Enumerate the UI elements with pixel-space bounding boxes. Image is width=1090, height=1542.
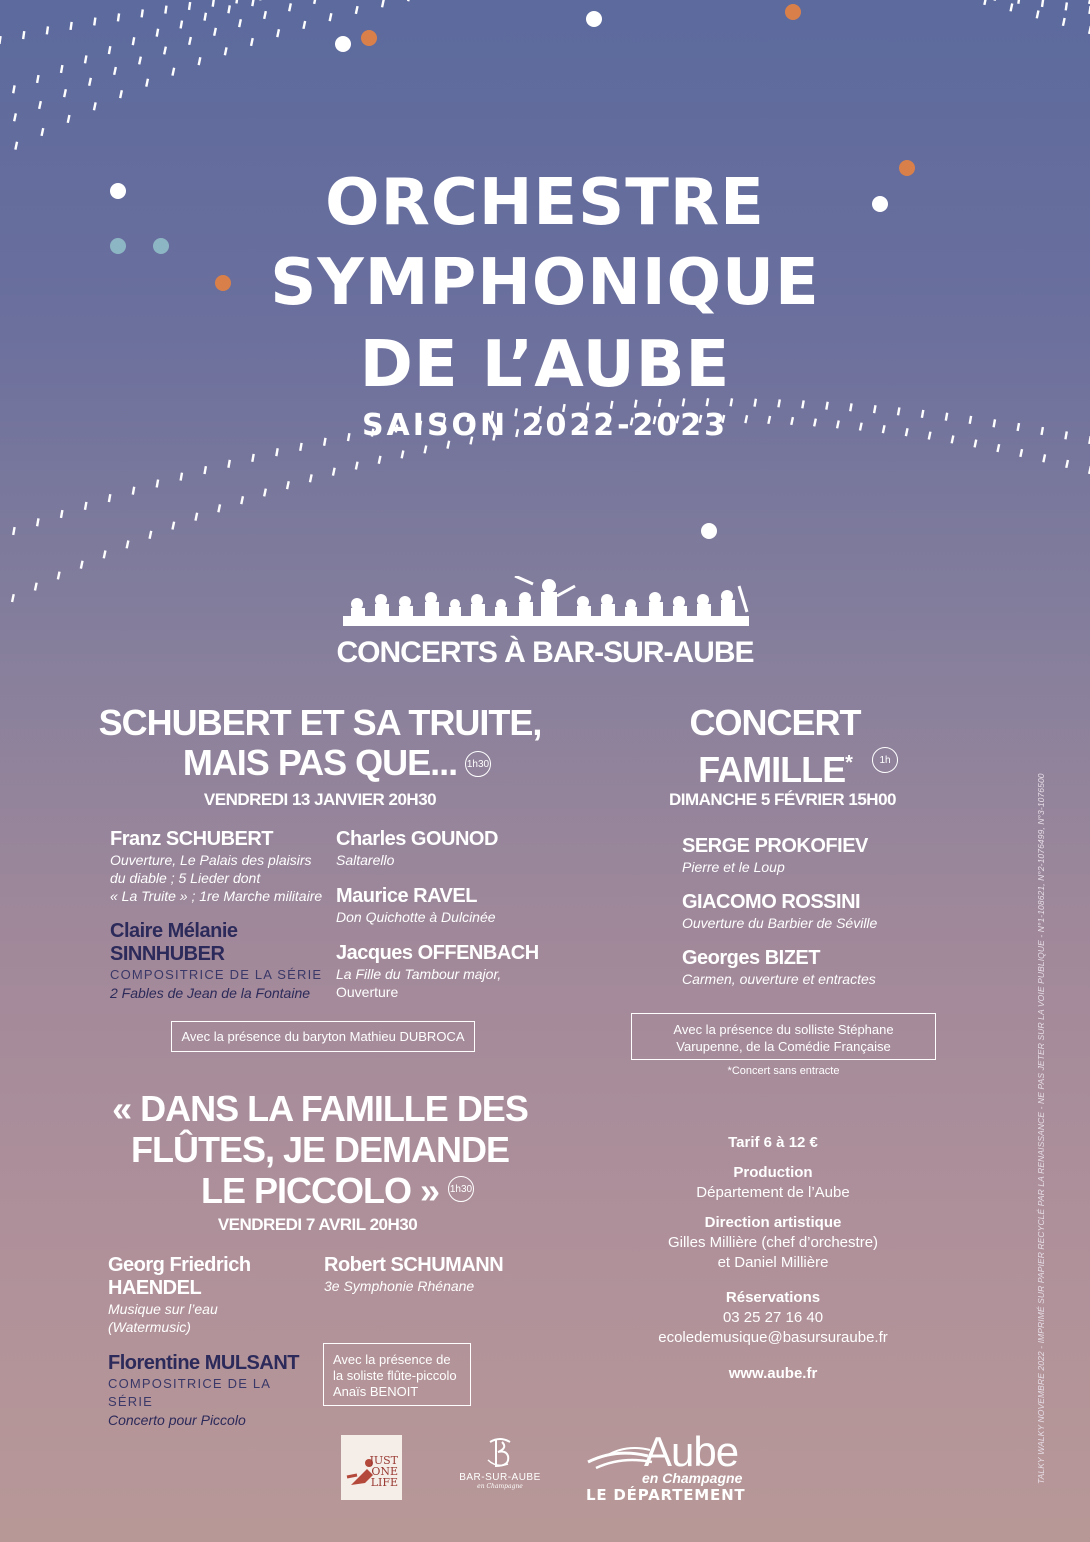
dash-decoration xyxy=(138,56,142,64)
dash-decoration xyxy=(286,481,290,489)
guest-line: Avec la présence de xyxy=(333,1352,451,1367)
composer-name: SERGE PROKOFIEV xyxy=(682,835,868,857)
dash-decoration xyxy=(171,521,175,529)
work-line: Saltarello xyxy=(336,852,395,868)
concert3-title-line-3 xyxy=(90,1170,550,1211)
dash-decoration xyxy=(1062,18,1066,26)
dash-decoration xyxy=(119,90,123,98)
dash-decoration xyxy=(88,78,92,86)
dash-decoration xyxy=(203,13,207,21)
dash-decoration xyxy=(197,57,201,65)
dash-decoration xyxy=(11,594,15,602)
dash-decoration xyxy=(103,550,107,558)
dash-decoration xyxy=(1041,0,1044,7)
composer-bizet xyxy=(682,947,942,988)
dash-decoration xyxy=(188,2,191,10)
dash-decoration xyxy=(40,128,44,136)
dash-decoration xyxy=(60,510,64,518)
composer-name: Maurice RAVEL xyxy=(336,885,477,907)
dash-decoration xyxy=(996,444,1000,452)
concert1-title-text: MAIS PAS QUE... xyxy=(182,742,458,783)
guest-line: la soliste flûte-piccolo xyxy=(333,1368,457,1383)
concert1-duration-icon: 1h30 xyxy=(465,751,491,777)
composer-name: GIACOMO ROSSINI xyxy=(682,891,861,913)
dash-decoration xyxy=(238,19,242,27)
concert2-duration-icon: 1h xyxy=(872,747,898,773)
dash-decoration xyxy=(34,582,38,590)
dash-decoration xyxy=(400,450,404,458)
dash-decoration xyxy=(140,9,143,17)
white-dot-decoration xyxy=(701,523,717,539)
logo-text: Aube xyxy=(644,1428,739,1475)
dash-decoration xyxy=(1009,3,1013,11)
work-line: Concerto pour Piccolo xyxy=(108,1412,246,1428)
dash-decoration xyxy=(259,0,262,1)
dash-decoration xyxy=(80,561,84,569)
concert2-title-line-1: CONCERT xyxy=(689,702,861,743)
dash-decoration xyxy=(36,518,40,526)
dash-decoration xyxy=(84,55,88,63)
dash-decoration xyxy=(38,101,42,109)
concert2-asterisk: * xyxy=(845,752,852,774)
dash-decoration xyxy=(275,448,279,456)
orange-dot-decoration xyxy=(361,30,377,46)
dash-decoration xyxy=(983,0,987,5)
dash-decoration xyxy=(299,443,303,451)
composer-name: Charles GOUNOD xyxy=(336,828,498,850)
dash-decoration xyxy=(263,11,267,19)
info-block xyxy=(623,1133,923,1384)
logo-text: BAR-SUR-AUBE xyxy=(459,1472,541,1483)
dash-decoration xyxy=(63,89,67,97)
work-line: Pierre et le Loup xyxy=(682,859,785,875)
dash-decoration xyxy=(171,68,175,76)
dash-decoration xyxy=(251,454,255,462)
work-line: Ouverture xyxy=(336,984,399,1000)
concert2-title-line-2 xyxy=(640,743,910,790)
dash-decoration xyxy=(188,37,192,45)
title-line-1: ORCHESTRE xyxy=(325,166,765,240)
composer-name: HAENDEL xyxy=(108,1277,202,1299)
bar-sur-aube-emblem-icon xyxy=(480,1434,520,1472)
composer-rossini xyxy=(682,891,942,932)
direction-value: Gilles Millière (chef d’orchestre) xyxy=(667,1234,879,1251)
dash-decoration xyxy=(46,26,49,34)
dash-decoration xyxy=(224,47,228,55)
composer-role: COMPOSITRICE DE LA SÉRIE xyxy=(108,1376,271,1409)
reservations-label: Réservations xyxy=(725,1289,821,1306)
bar-sur-aube-logo xyxy=(452,1434,548,1504)
direction-label: Direction artistique xyxy=(704,1214,842,1231)
dash-decoration xyxy=(108,494,112,502)
concert3-title-line-1: « DANS LA FAMILLE DES xyxy=(112,1088,528,1129)
logo-subtext: en Champagne xyxy=(477,1483,523,1490)
concert2-title-text: FAMILLE xyxy=(698,749,846,790)
dash-decoration xyxy=(156,479,160,487)
work-line: La Fille du Tambour major, xyxy=(336,966,502,982)
composer-offenbach xyxy=(336,942,556,1001)
dash-decoration xyxy=(251,0,255,6)
work-line: Ouverture du Barbier de Séville xyxy=(682,915,878,931)
featured-composer-mulsant xyxy=(108,1352,318,1429)
dash-decoration xyxy=(309,474,313,482)
orange-dot-decoration xyxy=(785,4,801,20)
dash-decoration xyxy=(57,571,61,579)
dash-decoration xyxy=(227,460,231,468)
dash-decoration xyxy=(378,456,382,464)
dash-decoration xyxy=(156,29,160,37)
dash-decoration xyxy=(117,13,120,21)
guest-line: Varupenne, de la Comédie Française xyxy=(676,1039,891,1054)
dash-decoration xyxy=(381,0,385,8)
dash-decoration xyxy=(240,496,244,504)
dash-decoration xyxy=(194,513,198,521)
dash-decoration xyxy=(1036,10,1040,18)
dash-decoration xyxy=(235,0,238,4)
guest-line: Avec la présence du solliste Stéphane xyxy=(673,1022,894,1037)
white-dot-decoration xyxy=(586,11,602,27)
print-info-text: TALKY WALKY NOVEMBRE 2022 - IMPRIMÉ SUR PAPIER RECYCLÉ PAR LA RENAISSANCE - NE PAS JETER SUR LA VOIE PUBLIQUE - N°1-108621, N°2-1076499, N°3-1076500 xyxy=(1036,773,1046,1484)
dash-decoration xyxy=(217,504,221,512)
logo-text: ONE xyxy=(371,1465,398,1478)
logo-subtext: en Champagne xyxy=(642,1470,743,1486)
aube-departement-logo xyxy=(586,1430,756,1510)
dotted-arcs-decoration xyxy=(0,0,1090,640)
composer-schubert xyxy=(110,828,330,905)
dash-decoration xyxy=(132,37,136,45)
dash-decoration xyxy=(407,0,411,1)
dash-decoration xyxy=(179,472,183,480)
concert1-title-line-1: SCHUBERT ET SA TRUITE, xyxy=(98,702,542,743)
concert1-date: VENDREDI 13 JANVIER 20H30 xyxy=(203,790,437,809)
dash-decoration xyxy=(93,17,96,25)
production-label: Production xyxy=(733,1164,813,1181)
dash-decoration xyxy=(163,46,167,54)
dash-decoration xyxy=(302,21,306,29)
concert3-title-line-2: FLÛTES, JE DEMANDE xyxy=(130,1129,510,1170)
dash-decoration xyxy=(12,85,16,93)
composer-ravel xyxy=(336,885,556,926)
concert2-guest-box xyxy=(631,1013,936,1060)
just-one-life-logo xyxy=(341,1435,402,1500)
composer-haendel xyxy=(108,1254,318,1336)
work-line: (Watermusic) xyxy=(108,1319,191,1335)
dash-decoration xyxy=(12,527,16,535)
email-link[interactable]: ecoledemusique@basursuraube.fr xyxy=(658,1329,888,1346)
concert3-duration-icon: 1h30 xyxy=(448,1176,474,1202)
work-line: 3e Symphonie Rhénane xyxy=(324,1278,475,1294)
concert3-title-text: LE PICCOLO » xyxy=(200,1170,440,1211)
composer-prokofiev xyxy=(682,835,942,876)
dash-decoration xyxy=(355,6,359,14)
title-line-3: DE L’AUBE xyxy=(359,328,731,402)
concert2-note: *Concert sans entracte xyxy=(727,1065,840,1077)
dash-decoration xyxy=(132,487,136,495)
title-line-2: SYMPHONIQUE xyxy=(270,246,820,320)
season-label: SAISON 2022-2023 xyxy=(361,408,729,443)
concert1-guest-box: Avec la présence du baryton Mathieu DUBROCA xyxy=(171,1021,475,1052)
dash-decoration xyxy=(212,0,215,7)
dash-decoration xyxy=(1065,460,1069,468)
work-line: « La Truite » ; 1re Marche militaire xyxy=(110,888,323,904)
dash-decoration xyxy=(14,142,18,150)
orchestra-silhouette-icon xyxy=(343,576,749,628)
logo-dept-text: LE DÉPARTEMENT xyxy=(586,1486,746,1504)
dash-decoration xyxy=(203,466,207,474)
dash-decoration xyxy=(22,31,25,39)
dash-decoration xyxy=(263,488,267,496)
dash-decoration xyxy=(164,5,167,13)
concerts-heading: CONCERTS À BAR-SUR-AUBE xyxy=(336,636,754,669)
dash-decoration xyxy=(108,46,112,54)
dash-decoration xyxy=(60,65,64,73)
work-line: Musique sur l’eau xyxy=(108,1301,218,1317)
dash-decoration xyxy=(993,0,996,1)
composer-name: Robert SCHUMANN xyxy=(324,1254,504,1276)
composer-name: Georges BIZET xyxy=(682,947,820,969)
guest-line: Anaïs BENOIT xyxy=(333,1384,419,1399)
dash-decoration xyxy=(355,461,359,469)
dash-decoration xyxy=(1017,0,1020,4)
tarif-label: Tarif 6 à 12 € xyxy=(728,1134,818,1151)
work-line: Carmen, ouverture et entractes xyxy=(682,971,876,987)
dash-decoration xyxy=(276,29,280,37)
white-dot-decoration xyxy=(335,36,351,52)
composer-gounod xyxy=(336,828,556,869)
dash-decoration xyxy=(227,5,231,13)
dash-decoration xyxy=(1042,454,1046,462)
dash-decoration xyxy=(67,115,71,123)
featured-composer-sinnhuber xyxy=(110,920,330,1002)
dash-decoration xyxy=(1019,449,1023,457)
work-line: du diable ; 5 Lieder dont xyxy=(110,870,261,886)
composer-schumann xyxy=(324,1254,544,1295)
concert3-guest-box xyxy=(323,1343,471,1406)
logo-text: JUST xyxy=(369,1454,398,1467)
composer-name: SINNHUBER xyxy=(110,943,225,965)
dash-decoration xyxy=(125,540,129,548)
dash-decoration xyxy=(250,38,254,46)
dash-decoration xyxy=(84,502,88,510)
dash-decoration xyxy=(13,113,17,121)
dash-decoration xyxy=(288,3,292,11)
dash-decoration xyxy=(423,445,427,453)
composer-name: Franz SCHUBERT xyxy=(110,828,274,850)
dash-decoration xyxy=(1065,2,1068,10)
logo-text: LIFE xyxy=(370,1476,398,1489)
dash-decoration xyxy=(313,0,317,4)
dash-decoration xyxy=(332,468,336,476)
dash-decoration xyxy=(179,20,183,28)
dash-decoration xyxy=(113,67,117,75)
dash-decoration xyxy=(328,13,332,21)
dash-decoration xyxy=(0,36,2,44)
phone-number[interactable]: 03 25 27 16 40 xyxy=(722,1309,824,1326)
dash-decoration xyxy=(213,28,217,36)
work-line: Don Quichotte à Dulcinée xyxy=(336,909,496,925)
work-line: 2 Fables de Jean de la Fontaine xyxy=(110,985,311,1001)
direction-value: et Daniel Millière xyxy=(717,1254,829,1271)
website-link[interactable]: www.aube.fr xyxy=(728,1365,818,1382)
production-value: Département de l’Aube xyxy=(696,1184,850,1201)
concert2-date: DIMANCHE 5 FÉVRIER 15H00 xyxy=(668,790,896,809)
work-line: Ouverture, Le Palais des plaisirs xyxy=(110,852,312,868)
composer-name: Jacques OFFENBACH xyxy=(336,942,539,964)
composer-role: COMPOSITRICE DE LA SÉRIE xyxy=(110,967,323,982)
dash-decoration xyxy=(93,102,97,110)
dash-decoration xyxy=(148,531,152,539)
concert3-date: VENDREDI 7 AVRIL 20H30 xyxy=(217,1215,418,1234)
composer-name: Florentine MULSANT xyxy=(108,1352,299,1374)
composer-name: Georg Friedrich xyxy=(108,1254,251,1276)
dash-decoration xyxy=(69,22,72,30)
dash-decoration xyxy=(36,75,40,83)
dash-decoration xyxy=(145,79,149,87)
composer-name: Claire Mélanie xyxy=(110,920,238,942)
